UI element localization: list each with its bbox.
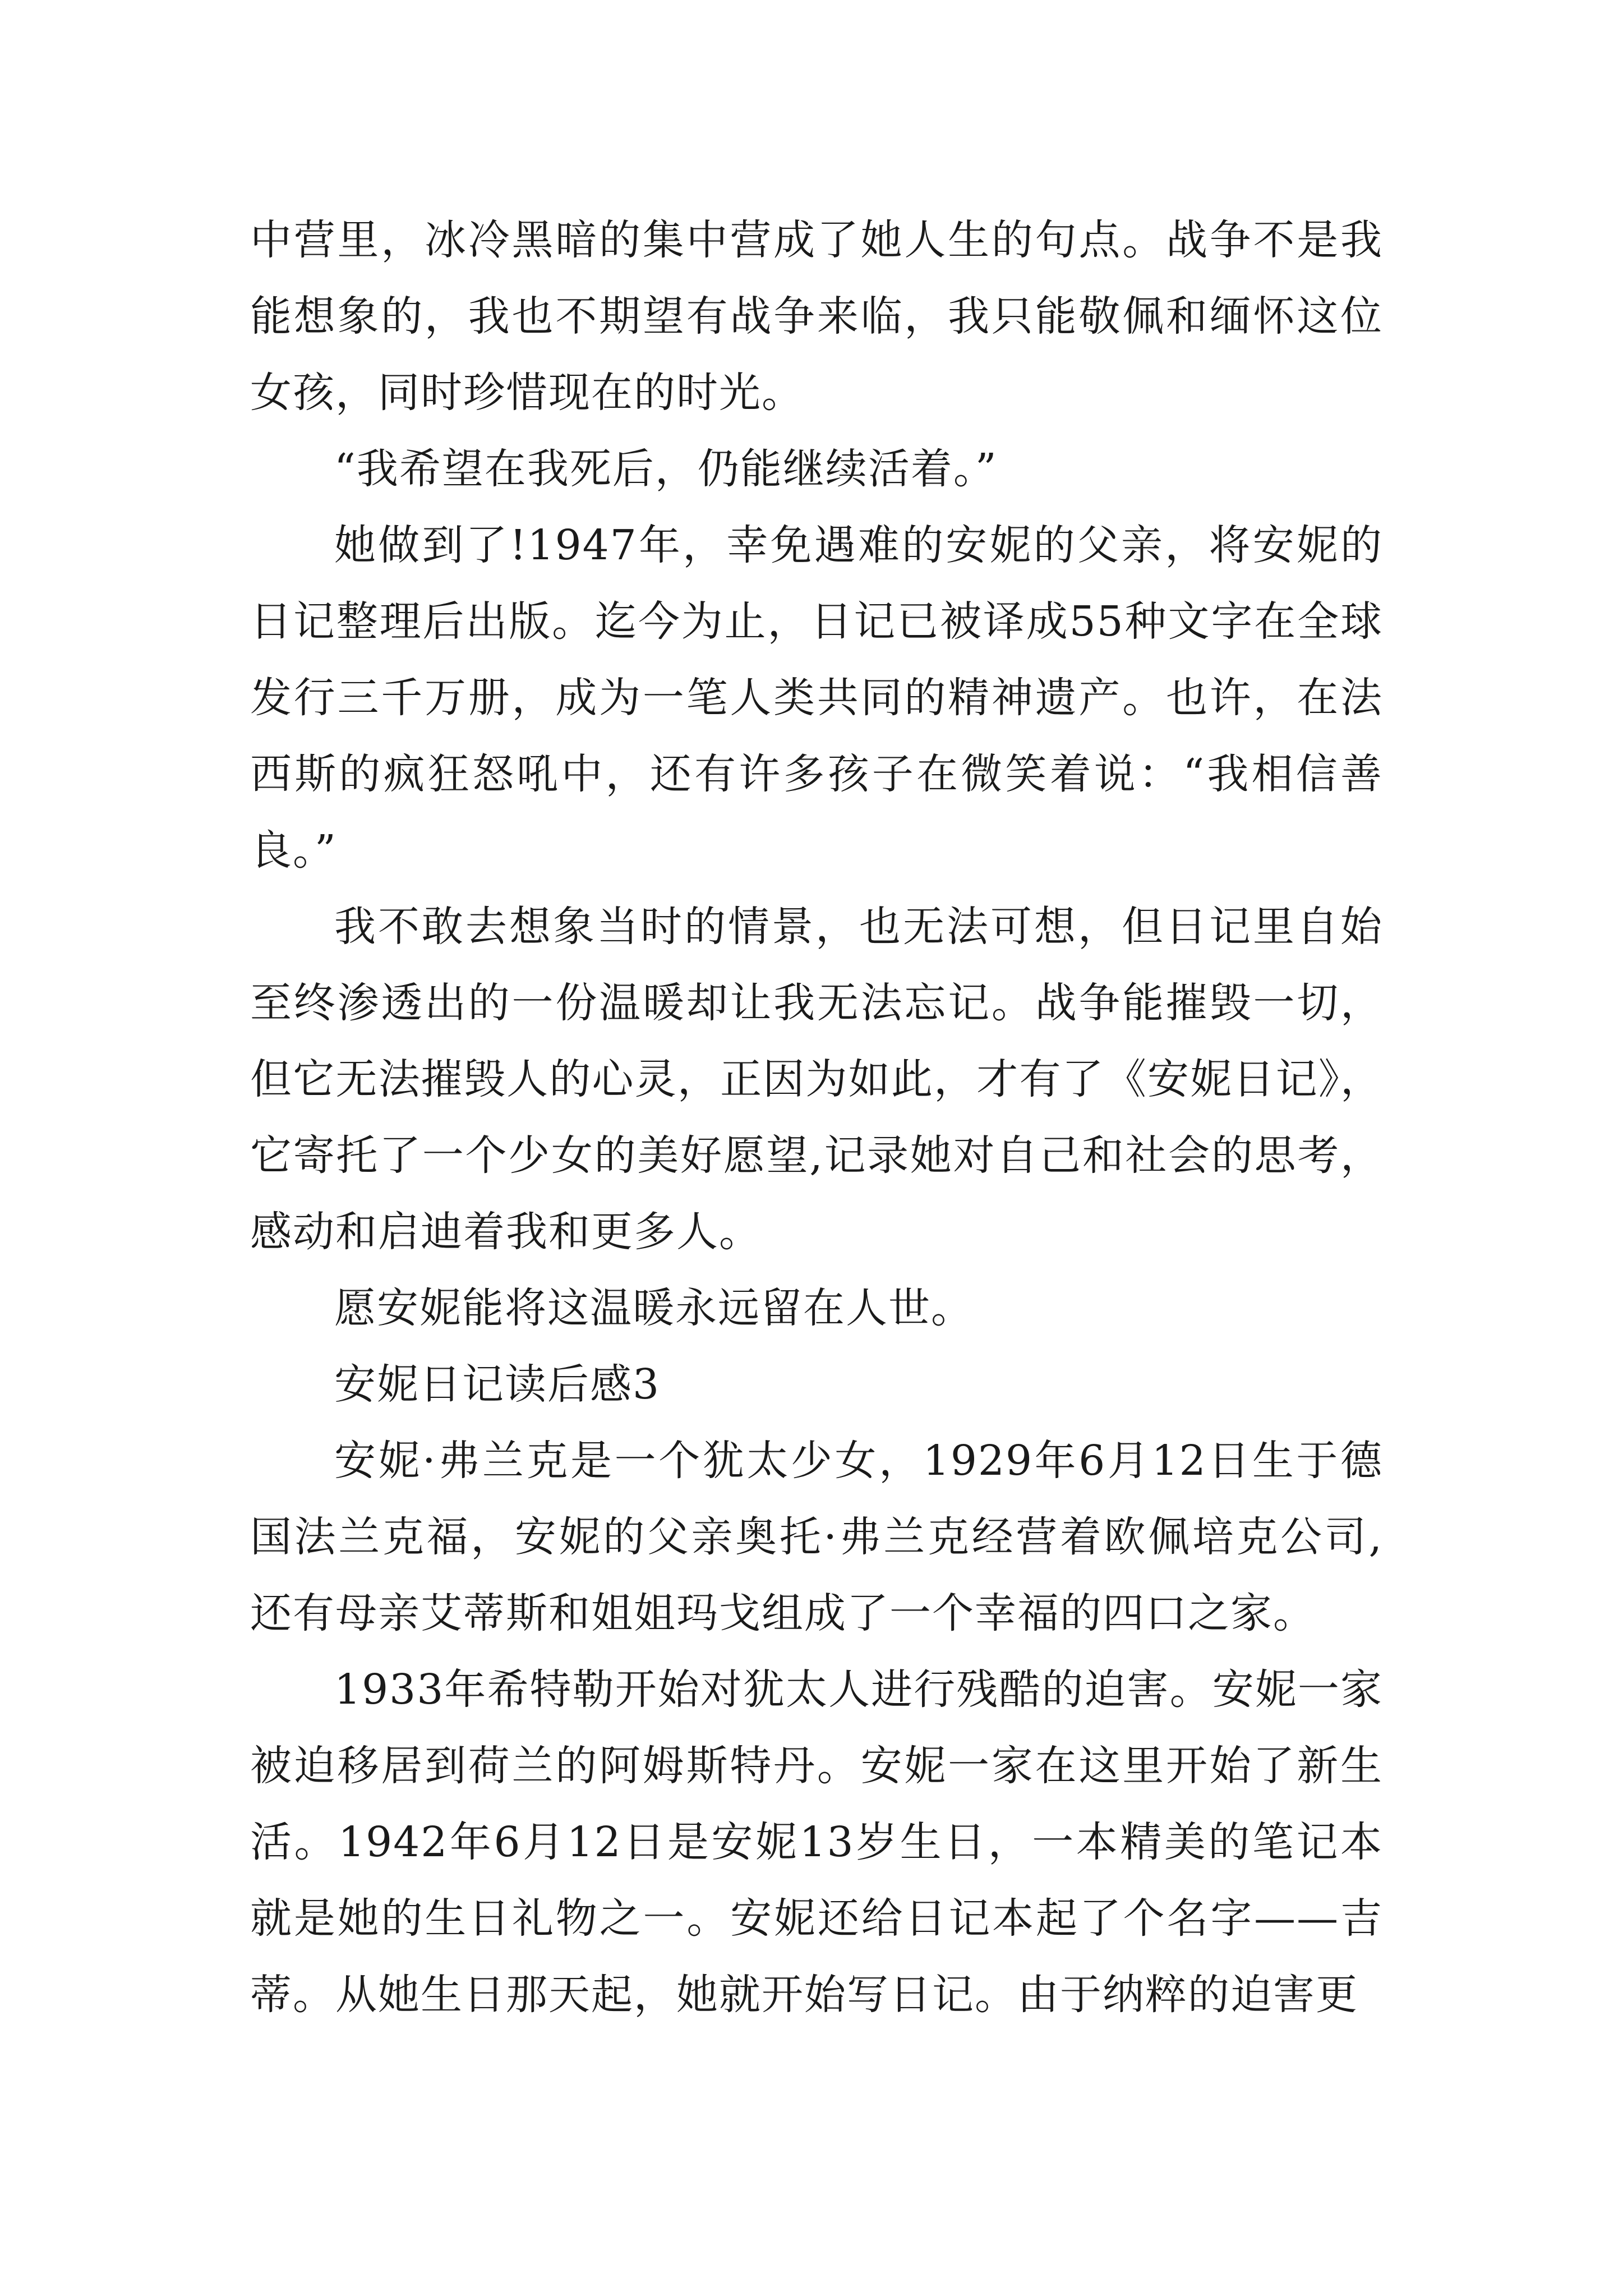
paragraph-6: 安妮·弗兰克是一个犹太少女，1929年6月12日生于德国法兰克福，安妮的父亲奥托·弗兰克经营着欧佩培克公司,还有母亲艾蒂斯和姐姐玛戈组成了一个幸福的四口之家。 [250, 1437, 1383, 1637]
paragraph-4: 我不敢去想象当时的情景，也无法可想，但日记里自始至终渗透出的一份温暖却让我无法忘记。战争能摧毁一切，但它无法摧毁人的心灵，正因为如此，才有了《安妮日记》，它寄托了一个少女的美好愿望,记录她对自己和社会的思考，感动和启迪着我和更多人。 [250, 903, 1383, 1256]
paragraph-1: 中营里，冰冷黑暗的集中营成了她人生的句点。战争不是我能想象的，我也不期望有战争来临，我只能敬佩和缅怀这位女孩，同时珍惜现在的时光。 [250, 216, 1383, 417]
paragraph-3: 她做到了!1947年，幸免遇难的安妮的父亲，将安妮的日记整理后出版。迄今为止，日记已被译成55种文字在全球发行三千万册，成为一笔人类共同的精神遗产。也许，在法西斯的疯狂怒吼中，还有许多孩子在微笑着说：“我相信善良。” [250, 521, 1383, 875]
paragraph-7: 1933年希特勒开始对犹太人进行残酷的迫害。安妮一家被迫移居到荷兰的阿姆斯特丹。安妮一家在这里开始了新生活。1942年6月12日是安妮13岁生日，一本精美的笔记本就是她的生日礼物之一。安妮还给日记本起了个名字——吉蒂。从她生日那天起，她就开始写日记。由于纳粹的迫害更 [250, 1665, 1383, 2019]
section-heading: 安妮日记读后感3 [334, 1360, 661, 1409]
paragraph-5: 愿安妮能将这温暖永远留在人世。 [334, 1284, 974, 1332]
document-body [250, 202, 1383, 2033]
paragraph-2-quote: “我希望在我死后，仍能继续活着。” [334, 445, 998, 493]
